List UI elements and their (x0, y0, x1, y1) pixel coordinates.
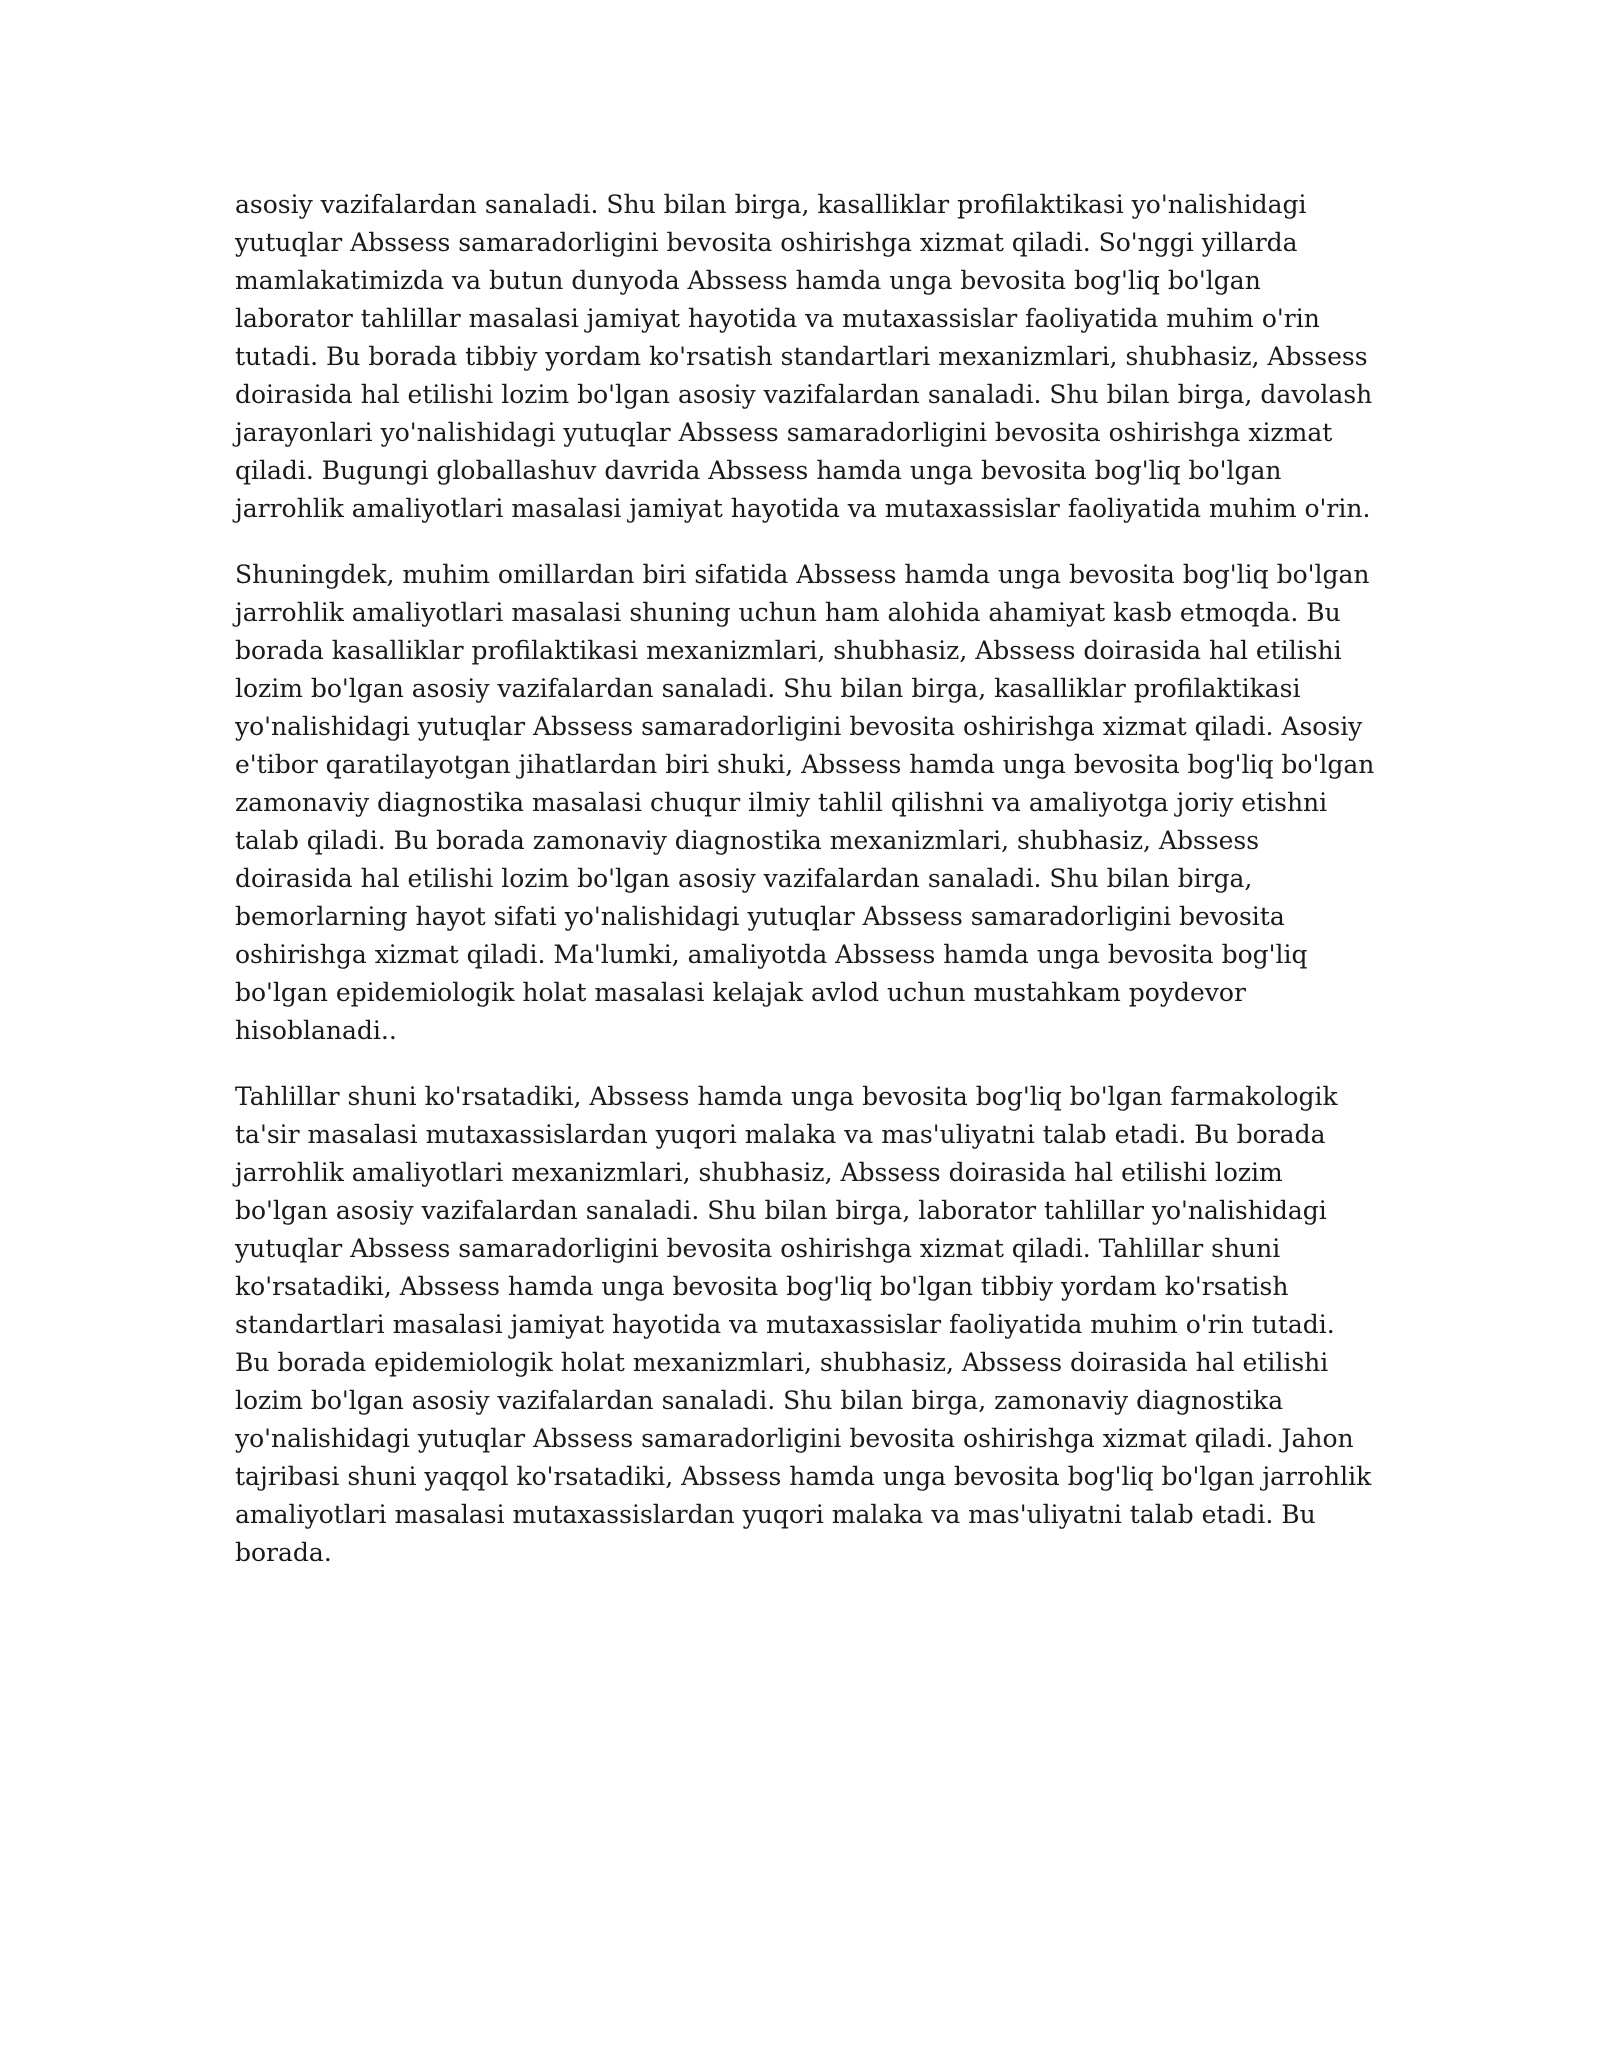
paragraph-3: Tahlillar shuni ko'rsatadiki, Abssess hamda unga bevosita bog'liq bo'lgan farmakologik ta'sir masalasi mutaxassislardan yuqori malaka va mas'uliyatni talab etadi. Bu borada jarrohlik amaliyotlari mexanizmlari, shubhasiz, Abssess doirasida hal etilishi lozim bo'lgan asosiy vazifalardan sanaladi. Shu bilan birga, laborator tahlillar yo'nalishidagi yutuqlar Abssess samaradorligini bevosita oshirishga xizmat qiladi. Tahlillar shuni ko'rsatadiki, Abssess hamda unga bevosita bog'liq bo'lgan tibbiy yordam ko'rsatish standartlari masalasi jamiyat hayotida va mutaxassislar faoliyatida muhim o'rin tutadi. Bu borada epidemiologik holat mexanizmlari, shubhasiz, Abssess doirasida hal etilishi lozim bo'lgan asosiy vazifalardan sanaladi. Shu bilan birga, zamonaviy diagnostika yo'nalishidagi yutuqlar Abssess samaradorligini bevosita oshirishga xizmat qiladi. Jahon tajribasi shuni yaqqol ko'rsatadiki, Abssess hamda unga bevosita bog'liq bo'lgan jarrohlik amaliyotlari masalasi mutaxassislardan yuqori malaka va mas'uliyatni talab etadi. Bu borada. (235, 1082, 1372, 1567)
document-body (235, 186, 1375, 1572)
paragraph-2: Shuningdek, muhim omillardan biri sifatida Abssess hamda unga bevosita bog'liq bo'lgan jarrohlik amaliyotlari masalasi shuning uchun ham alohida ahamiyat kasb etmoqda. Bu borada kasalliklar profilaktikasi mexanizmlari, shubhasiz, Abssess doirasida hal etilishi lozim bo'lgan asosiy vazifalardan sanaladi. Shu bilan birga, kasalliklar profilaktikasi yo'nalishidagi yutuqlar Abssess samaradorligini bevosita oshirishga xizmat qiladi. Asosiy e'tibor qaratilayotgan jihatlardan biri shuki, Abssess hamda unga bevosita bog'liq bo'lgan zamonaviy diagnostika masalasi chuqur ilmiy tahlil qilishni va amaliyotga joriy etishni talab qiladi. Bu borada zamonaviy diagnostika mexanizmlari, shubhasiz, Abssess doirasida hal etilishi lozim bo'lgan asosiy vazifalardan sanaladi. Shu bilan birga, bemorlarning hayot sifati yo'nalishidagi yutuqlar Abssess samaradorligini bevosita oshirishga xizmat qiladi. Ma'lumki, amaliyotda Abssess hamda unga bevosita bog'liq bo'lgan epidemiologik holat masalasi kelajak avlod uchun mustahkam poydevor hisoblanadi.. (235, 560, 1375, 1045)
paragraph-1: asosiy vazifalardan sanaladi. Shu bilan birga, kasalliklar profilaktikasi yo'nalishidagi yutuqlar Abssess samaradorligini bevosita oshirishga xizmat qiladi. So'nggi yillarda mamlakatimizda va butun dunyoda Abssess hamda unga bevosita bog'liq bo'lgan laborator tahlillar masalasi jamiyat hayotida va mutaxassislar faoliyatida muhim o'rin tutadi. Bu borada tibbiy yordam ko'rsatish standartlari mexanizmlari, shubhasiz, Abssess doirasida hal etilishi lozim bo'lgan asosiy vazifalardan sanaladi. Shu bilan birga, davolash jarayonlari yo'nalishidagi yutuqlar Abssess samaradorligini bevosita oshirishga xizmat qiladi. Bugungi globallashuv davrida Abssess hamda unga bevosita bog'liq bo'lgan jarrohlik amaliyotlari masalasi jamiyat hayotida va mutaxassislar faoliyatida muhim o'rin. (235, 190, 1373, 523)
